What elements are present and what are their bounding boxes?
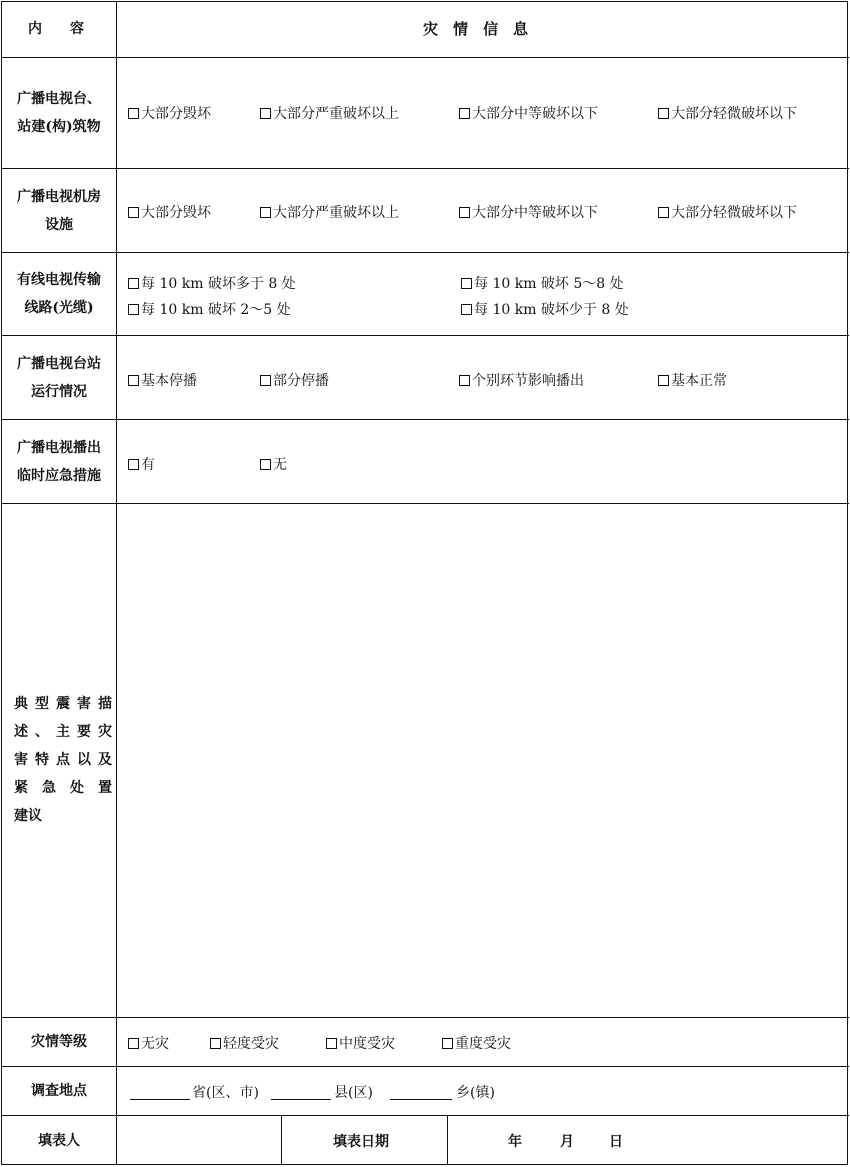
town-text: 乡(镇) xyxy=(456,1085,495,1101)
location-label: 调查地点 xyxy=(31,1083,87,1099)
checkbox-option[interactable]: 有 xyxy=(128,454,155,474)
checkbox-icon[interactable] xyxy=(260,375,271,386)
checkbox-icon[interactable] xyxy=(128,459,139,470)
description-label: 典型震害描 述、主要灾 害特点以及 紧急处置 建议 xyxy=(14,696,112,824)
checkbox-option[interactable]: 部分停播 xyxy=(260,370,329,390)
row-label: 广播电视台、 站建(构)筑物 xyxy=(17,91,101,135)
checkbox-icon[interactable] xyxy=(461,278,472,289)
checkbox-icon[interactable] xyxy=(128,375,139,386)
checkbox-option[interactable]: 无 xyxy=(260,454,287,474)
row-label: 广播电视机房 设施 xyxy=(17,188,101,233)
checkbox-option[interactable]: 基本停播 xyxy=(128,370,197,390)
checkbox-option[interactable]: 个别环节影响播出 xyxy=(459,370,584,390)
row-label: 广播电视台站 运行情况 xyxy=(17,355,101,400)
description-text-area[interactable] xyxy=(118,505,846,1015)
checkbox-option[interactable]: 大部分中等破坏以下 xyxy=(459,103,598,123)
province-blank[interactable] xyxy=(130,1099,190,1100)
level-label: 灾情等级 xyxy=(31,1034,87,1050)
checkbox-option[interactable]: 大部分中等破坏以下 xyxy=(459,202,598,222)
checkbox-icon[interactable] xyxy=(459,108,470,119)
checkbox-option[interactable]: 大部分毁坏 xyxy=(128,103,211,123)
info-header: 灾 情 信 息 xyxy=(423,20,529,38)
grid-line xyxy=(1,1017,849,1018)
grid-line xyxy=(281,1115,282,1165)
checkbox-icon[interactable] xyxy=(461,304,472,315)
grid-line xyxy=(116,1,117,1165)
checkbox-icon[interactable] xyxy=(260,108,271,119)
province-text: 省(区、市) xyxy=(192,1085,259,1101)
checkbox-icon[interactable] xyxy=(459,207,470,218)
grid-line xyxy=(1,1066,849,1067)
month-text: 月 xyxy=(560,1134,574,1150)
checkbox-icon[interactable] xyxy=(326,1038,337,1049)
checkbox-icon[interactable] xyxy=(128,304,139,315)
grid-line xyxy=(1,57,849,58)
grid-line xyxy=(447,1115,448,1165)
checkbox-option[interactable]: 大部分轻微破坏以下 xyxy=(658,202,797,222)
checkbox-option[interactable]: 每 10 km 破坏 2～5 处 xyxy=(128,299,291,319)
day-text: 日 xyxy=(609,1134,623,1150)
checkbox-option[interactable]: 大部分严重破坏以上 xyxy=(260,103,399,123)
checkbox-option[interactable]: 每 10 km 破坏 5～8 处 xyxy=(461,273,624,293)
checkbox-option[interactable]: 大部分严重破坏以上 xyxy=(260,202,399,222)
year-text: 年 xyxy=(508,1134,522,1150)
checkbox-icon[interactable] xyxy=(658,375,669,386)
row-label: 有线电视传输 线路(光缆) xyxy=(17,272,101,316)
town-blank[interactable] xyxy=(390,1099,452,1100)
checkbox-icon[interactable] xyxy=(260,207,271,218)
grid-line xyxy=(1,252,849,253)
filler-label: 填表人 xyxy=(38,1132,80,1149)
checkbox-icon[interactable] xyxy=(658,207,669,218)
checkbox-option[interactable]: 大部分毁坏 xyxy=(128,202,211,222)
checkbox-option[interactable]: 每 10 km 破坏少于 8 处 xyxy=(461,299,629,319)
checkbox-icon[interactable] xyxy=(442,1038,453,1049)
grid-line xyxy=(1,335,849,336)
checkbox-icon[interactable] xyxy=(128,108,139,119)
grid-line xyxy=(1,168,849,169)
checkbox-option[interactable]: 轻度受灾 xyxy=(210,1033,279,1053)
row-label: 广播电视播出 临时应急措施 xyxy=(17,439,101,484)
filler-field[interactable] xyxy=(118,1117,280,1163)
checkbox-option[interactable]: 重度受灾 xyxy=(442,1033,511,1053)
grid-line xyxy=(1,503,849,504)
content-header: 内 容 xyxy=(28,21,84,37)
checkbox-icon[interactable] xyxy=(459,375,470,386)
checkbox-option[interactable]: 基本正常 xyxy=(658,370,727,390)
checkbox-option[interactable]: 大部分轻微破坏以下 xyxy=(658,103,797,123)
checkbox-icon[interactable] xyxy=(128,1038,139,1049)
checkbox-icon[interactable] xyxy=(128,207,139,218)
checkbox-icon[interactable] xyxy=(210,1038,221,1049)
grid-line xyxy=(1,1115,849,1116)
checkbox-option[interactable]: 无灾 xyxy=(128,1033,169,1053)
checkbox-option[interactable]: 每 10 km 破坏多于 8 处 xyxy=(128,273,296,293)
checkbox-icon[interactable] xyxy=(260,459,271,470)
checkbox-option[interactable]: 中度受灾 xyxy=(326,1033,395,1053)
checkbox-icon[interactable] xyxy=(128,278,139,289)
date-label: 填表日期 xyxy=(333,1134,389,1150)
county-text: 县(区) xyxy=(334,1085,373,1101)
checkbox-icon[interactable] xyxy=(658,108,669,119)
county-blank[interactable] xyxy=(271,1099,331,1100)
grid-line xyxy=(1,419,849,420)
